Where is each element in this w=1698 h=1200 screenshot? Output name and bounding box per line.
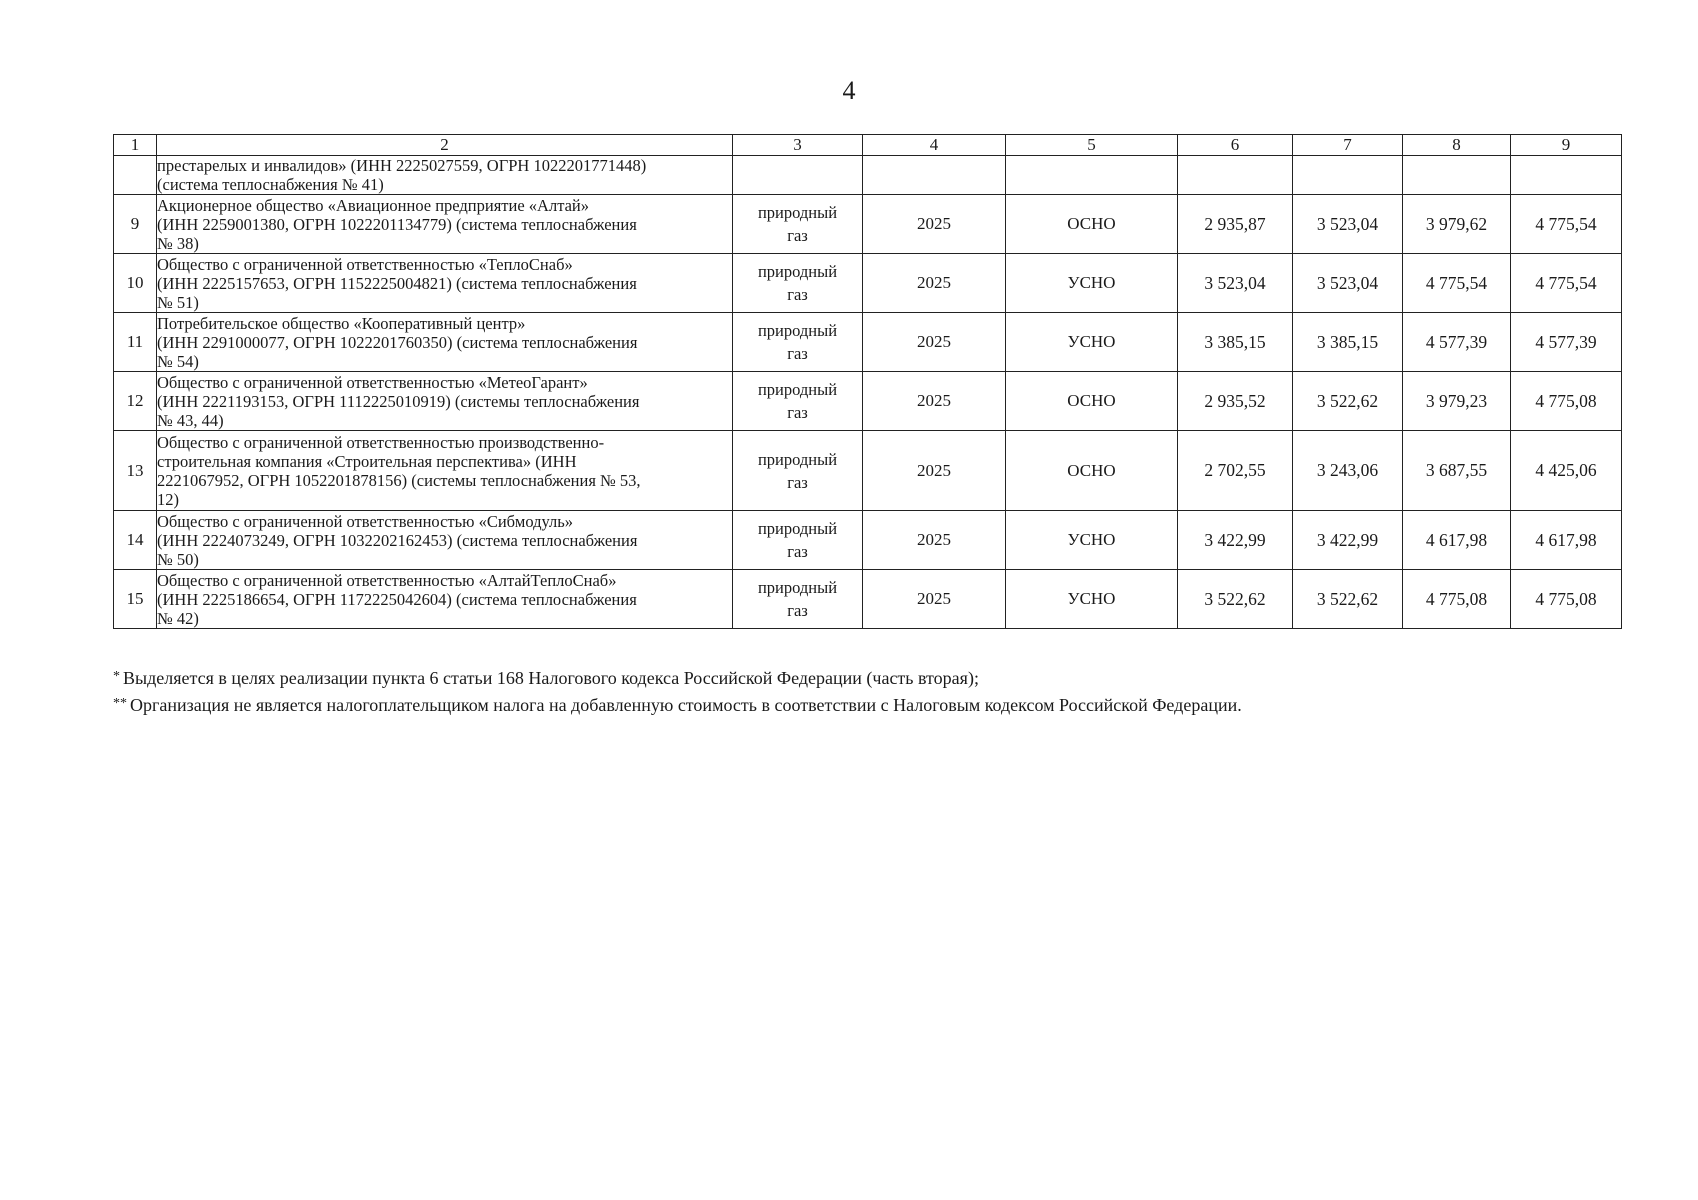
tariff-table <box>113 134 1622 629</box>
value-cell: 3 523,04 <box>1293 254 1403 313</box>
value-cell: 3 979,23 <box>1403 372 1511 431</box>
value-cell: 3 979,62 <box>1403 195 1511 254</box>
value-cell: 4 775,54 <box>1403 254 1511 313</box>
value-cell: 4 577,39 <box>1511 313 1622 372</box>
organization-line: № 42) <box>157 608 199 628</box>
table-row <box>114 195 1622 254</box>
fuel-line: газ <box>787 403 808 422</box>
fuel-line: природный <box>757 262 838 281</box>
tax-regime-cell: УСНО <box>1006 313 1178 372</box>
column-header: 1 <box>114 135 157 156</box>
table-row <box>114 570 1622 629</box>
year-cell: 2025 <box>863 313 1006 372</box>
value-cell: 4 425,06 <box>1511 431 1622 511</box>
value-cell: 3 523,04 <box>1178 254 1293 313</box>
organization-line: (система теплоснабжения № 41) <box>157 175 384 194</box>
tax-regime-cell <box>1006 156 1178 195</box>
column-header: 6 <box>1178 135 1293 156</box>
column-header: 9 <box>1511 135 1622 156</box>
table-row <box>114 372 1622 431</box>
table-row <box>114 511 1622 570</box>
year-cell: 2025 <box>863 254 1006 313</box>
column-header: 8 <box>1403 135 1511 156</box>
organization-cell <box>157 431 733 511</box>
organization-cell <box>157 570 733 629</box>
column-header: 5 <box>1006 135 1178 156</box>
fuel-line: газ <box>787 472 808 492</box>
row-number-cell: 10 <box>114 254 157 313</box>
footnote-text: Организация не является налогоплательщиком налога на добавленную стоимость в соответствии с Налоговым кодексом Российской Федерации. <box>130 695 1242 715</box>
organization-line: Общество с ограниченной ответственностью «Сибмодуль» <box>157 511 574 531</box>
fuel-line: газ <box>787 226 808 245</box>
organization-line: Общество с ограниченной ответственностью «МетеоГарант» <box>157 372 588 392</box>
value-cell: 3 523,04 <box>1293 195 1403 254</box>
fuel-line: природный <box>757 203 838 222</box>
fuel-cell <box>733 570 863 629</box>
organization-line: Общество с ограниченной ответственностью «АлтайТеплоСнаб» <box>157 570 617 590</box>
organization-line: престарелых и инвалидов» (ИНН 2225027559, ОГРН 1022201771448) <box>157 156 647 175</box>
footnotes <box>113 664 1653 718</box>
column-header: 2 <box>157 135 733 156</box>
value-cell <box>1511 156 1622 195</box>
organization-line: 12) <box>157 489 179 509</box>
column-header: 4 <box>863 135 1006 156</box>
value-cell: 2 935,52 <box>1178 372 1293 431</box>
value-cell: 2 702,55 <box>1178 431 1293 511</box>
organization-line: (ИНН 2259001380, ОГРН 1022201134779) (система теплоснабжения <box>157 214 637 234</box>
value-cell <box>1293 156 1403 195</box>
fuel-cell <box>733 195 863 254</box>
year-cell: 2025 <box>863 570 1006 629</box>
organization-cell <box>157 372 733 431</box>
value-cell: 4 617,98 <box>1511 511 1622 570</box>
organization-cell <box>157 254 733 313</box>
year-cell <box>863 156 1006 195</box>
row-number-cell: 15 <box>114 570 157 629</box>
year-cell: 2025 <box>863 372 1006 431</box>
tax-regime-cell: ОСНО <box>1006 372 1178 431</box>
row-number-cell: 12 <box>114 372 157 431</box>
fuel-cell <box>733 313 863 372</box>
fuel-line: газ <box>787 542 808 561</box>
organization-line: Потребительское общество «Кооперативный центр» <box>157 313 526 333</box>
value-cell: 3 522,62 <box>1178 570 1293 629</box>
tax-regime-cell: УСНО <box>1006 511 1178 570</box>
value-cell: 4 775,08 <box>1511 372 1622 431</box>
fuel-cell <box>733 511 863 570</box>
fuel-line: газ <box>787 285 808 304</box>
organization-line: № 51) <box>157 292 199 312</box>
table-row <box>114 431 1622 511</box>
organization-line: 2221067952, ОГРН 1052201878156) (системы теплоснабжения № 53, <box>157 470 641 490</box>
value-cell: 3 422,99 <box>1293 511 1403 570</box>
value-cell: 4 775,08 <box>1403 570 1511 629</box>
footnote-mark: * <box>113 669 120 684</box>
column-header: 7 <box>1293 135 1403 156</box>
value-cell: 3 385,15 <box>1293 313 1403 372</box>
year-cell: 2025 <box>863 511 1006 570</box>
table-row <box>114 254 1622 313</box>
organization-line: (ИНН 2225186654, ОГРН 1172225042604) (система теплоснабжения <box>157 589 637 609</box>
fuel-cell <box>733 431 863 511</box>
fuel-line: природный <box>757 449 838 469</box>
organization-line: Общество с ограниченной ответственностью производственно- <box>157 432 605 452</box>
row-number-cell <box>114 156 157 195</box>
page-number: 4 <box>842 76 856 105</box>
tax-regime-cell: ОСНО <box>1006 431 1178 511</box>
footnote <box>113 691 1653 718</box>
organization-line: (ИНН 2291000077, ОГРН 1022201760350) (система теплоснабжения <box>157 332 638 352</box>
tax-regime-cell: УСНО <box>1006 570 1178 629</box>
footnote-mark: ** <box>113 696 127 711</box>
organization-cell <box>157 313 733 372</box>
row-number-cell: 14 <box>114 511 157 570</box>
tax-regime-cell: ОСНО <box>1006 195 1178 254</box>
organization-line: Общество с ограниченной ответственностью «ТеплоСнаб» <box>157 254 573 274</box>
value-cell: 4 617,98 <box>1403 511 1511 570</box>
value-cell: 2 935,87 <box>1178 195 1293 254</box>
value-cell: 4 577,39 <box>1403 313 1511 372</box>
row-number-cell: 13 <box>114 431 157 511</box>
organization-line: строительная компания «Строительная перспектива» (ИНН <box>157 451 577 471</box>
organization-cell <box>157 511 733 570</box>
fuel-line: природный <box>757 578 838 597</box>
fuel-line: газ <box>787 601 808 620</box>
value-cell: 4 775,54 <box>1511 195 1622 254</box>
organization-line: № 38) <box>157 233 199 253</box>
footnote-text: Выделяется в целях реализации пункта 6 статьи 168 Налогового кодекса Российской Федерации (часть вторая); <box>123 668 979 688</box>
organization-line: (ИНН 2221193153, ОГРН 1112225010919) (системы теплоснабжения <box>157 391 640 411</box>
value-cell: 4 775,08 <box>1511 570 1622 629</box>
fuel-cell <box>733 156 863 195</box>
fuel-line: природный <box>757 321 838 340</box>
value-cell: 3 422,99 <box>1178 511 1293 570</box>
fuel-line: природный <box>757 519 838 538</box>
row-number-cell: 11 <box>114 313 157 372</box>
year-cell: 2025 <box>863 195 1006 254</box>
table-row <box>114 313 1622 372</box>
value-cell: 3 522,62 <box>1293 372 1403 431</box>
fuel-cell <box>733 254 863 313</box>
value-cell: 4 775,54 <box>1511 254 1622 313</box>
organization-line: (ИНН 2225157653, ОГРН 1152225004821) (система теплоснабжения <box>157 273 637 293</box>
tax-regime-cell: УСНО <box>1006 254 1178 313</box>
column-header: 3 <box>733 135 863 156</box>
fuel-line: природный <box>757 380 838 399</box>
value-cell <box>1403 156 1511 195</box>
footnote <box>113 664 1653 691</box>
column-number-row <box>114 135 1622 156</box>
year-cell: 2025 <box>863 431 1006 511</box>
fuel-cell <box>733 372 863 431</box>
fuel-line: газ <box>787 344 808 363</box>
organization-line: № 50) <box>157 549 199 569</box>
value-cell <box>1178 156 1293 195</box>
organization-cell <box>157 156 733 195</box>
value-cell: 3 687,55 <box>1403 431 1511 511</box>
organization-line: (ИНН 2224073249, ОГРН 1032202162453) (система теплоснабжения <box>157 530 638 550</box>
value-cell: 3 522,62 <box>1293 570 1403 629</box>
organization-line: Акционерное общество «Авиационное предприятие «Алтай» <box>157 195 590 215</box>
value-cell: 3 243,06 <box>1293 431 1403 511</box>
continuation-row <box>114 156 1622 195</box>
organization-line: № 54) <box>157 351 199 371</box>
organization-cell <box>157 195 733 254</box>
value-cell: 3 385,15 <box>1178 313 1293 372</box>
organization-line: № 43, 44) <box>157 410 224 430</box>
row-number-cell: 9 <box>114 195 157 254</box>
